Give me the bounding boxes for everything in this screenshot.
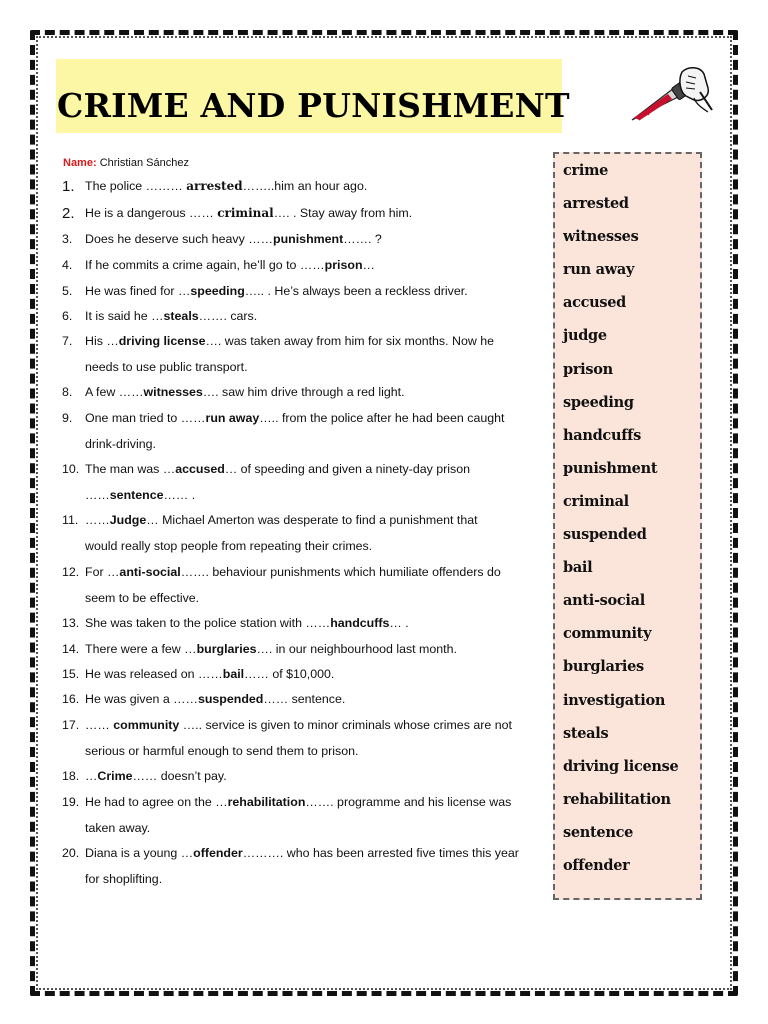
question-item [62,457,546,508]
answer-word: community [113,718,180,732]
question-text-line [85,304,546,330]
question-text-line [85,201,546,227]
question-text-line [85,816,546,842]
question-text: …… sentence. [263,692,346,706]
question-text: serious or harmful enough to send them to prison. [85,743,359,758]
question-text-line [85,279,546,305]
question-text: taken away. [85,820,151,835]
answer-word: witnesses [143,385,203,399]
question-number: 17. [62,718,80,732]
question-item [62,790,546,841]
question-text-line [85,432,546,458]
answer-word: sentence [109,487,164,502]
name-value: Christian Sánchez [99,157,189,169]
question-text: One man tried to …… [85,411,206,425]
answer-word: Judge [109,513,147,527]
question-text: If he commits a crime again, he’ll go to …… [85,258,325,272]
question-text: For … [85,565,120,579]
question-text-line [85,380,546,406]
question-text: ……. ? [343,232,382,246]
question-number: 16. [62,692,80,706]
word-bank-item: crime [563,162,609,179]
question-text: …… doesn’t pay. [132,769,227,783]
question-text: …… . [163,487,196,502]
question-text: … . [389,616,409,630]
word-bank-item: suspended [563,526,647,544]
question-text: He was given a …… [85,692,198,706]
question-text: … [85,769,98,783]
word-bank-item: judge [563,327,607,345]
question-text: needs to use public transport. [85,359,248,374]
word-bank-item: prison [563,360,613,378]
word-bank-item: punishment [563,459,658,477]
question-text: for shoplifting. [85,871,163,886]
question-text: He was fined for … [85,284,191,298]
answer-word: speeding [190,284,245,298]
question-text: …. in our neighbourhood last month. [256,642,457,656]
question-item [62,304,546,330]
question-number: 9. [62,411,73,425]
question-text: ….. . He’s always been a reckless driver. [244,284,468,298]
question-text-line [85,662,546,688]
question-item [62,560,546,611]
question-item [62,201,546,227]
question-number: 7. [62,334,73,348]
question-text-line [85,611,546,637]
answer-word: handcuffs [330,616,390,630]
question-number: 4. [62,258,73,272]
question-number: 13. [62,616,80,630]
answer-word: Crime [97,769,133,783]
question-text: …… [85,513,110,527]
question-text: The police ……… [85,179,187,193]
answer-word: anti-social [119,565,181,579]
word-bank-item: witnesses [563,228,639,246]
question-text-line [85,355,546,381]
question-text: Does he deserve such heavy …… [85,232,274,246]
bloody-knife-icon [628,62,714,124]
answer-word: run away [205,411,260,425]
word-bank-item: anti-social [563,592,645,610]
answer-word: accused [175,462,225,476]
question-text-line [85,790,546,816]
question-text: ……. programme and his license was [305,795,512,809]
word-bank-item: rehabilitation [563,790,671,808]
word-bank-item: driving license [563,757,679,775]
question-text-line [85,637,546,663]
word-bank-item: burglaries [563,658,644,676]
question-item [62,662,546,688]
answer-word: steals [163,309,199,323]
question-number: 8. [62,385,73,399]
page-title: CRIME AND PUNISHMENT [57,86,570,125]
answer-word: prison [324,258,363,272]
answer-word: suspended [197,692,264,706]
question-text: Diana is a young … [85,846,194,860]
question-text: There were a few … [85,642,197,656]
question-text: It is said he … [85,309,164,323]
question-item [62,687,546,713]
question-text: …. was taken away from him for six months. Now he [205,334,495,348]
question-text-line [85,457,546,483]
question-text-line [85,534,546,560]
answer-word: arrested [186,179,243,193]
question-text: …. . Stay away from him. [273,206,413,220]
word-bank-item: steals [563,724,609,742]
answer-word: criminal [217,206,274,220]
student-name [63,157,189,169]
question-text: ……..him an hour ago. [242,179,368,193]
question-text-line [85,253,546,279]
question-text: … [362,258,375,272]
question-text: A few …… [85,385,144,399]
question-text: His … [85,334,119,348]
question-text-line [85,739,546,765]
question-text: …… [85,487,110,502]
question-number: 18. [62,769,80,783]
question-item [62,279,546,305]
question-text-line [85,174,546,200]
answer-word: punishment [273,232,344,246]
question-text: drink-driving. [85,436,156,451]
question-text: The man was … [85,462,176,476]
question-text: … Michael Amerton was desperate to find a punishment that [146,513,478,527]
question-text: ……. cars. [198,309,258,323]
answer-word: bail [222,667,245,681]
question-text-line [85,508,546,534]
question-text-line [85,586,546,612]
question-text: seem to be effective. [85,590,200,605]
question-text-line [85,483,546,509]
question-number: 14. [62,642,80,656]
question-text-line [85,687,546,713]
word-bank-item: handcuffs [563,426,641,444]
question-number: 19. [62,795,80,809]
question-item [62,406,546,457]
question-text: would really stop people from repeating their crimes. [85,538,373,553]
answer-word: driving license [118,334,206,348]
question-number: 2. [62,205,75,222]
question-item [62,329,546,380]
question-text: …. saw him drive through a red light. [202,385,405,399]
question-text: … of speeding and given a ninety-day prison [224,462,471,476]
word-bank-item: bail [563,559,593,577]
question-number: 11. [62,513,79,527]
name-label: Name: [63,157,97,169]
word-bank [553,152,702,900]
question-text-line [85,867,546,893]
question-number: 6. [62,309,73,323]
question-item [62,764,546,790]
word-bank-item: offender [563,856,630,874]
word-bank-item: community [563,625,652,643]
word-bank-item: investigation [563,691,666,709]
question-text-line [85,841,546,867]
question-text-line [85,764,546,790]
question-text-line [85,329,546,355]
question-item [62,380,546,406]
question-item [62,174,546,200]
question-item [62,227,546,253]
question-number: 3. [62,232,73,246]
question-number: 1. [62,178,75,195]
question-number: 5. [62,284,73,298]
question-number: 15. [62,667,80,681]
question-item [62,713,546,764]
question-text: He had to agree on the … [85,795,228,809]
word-bank-list [563,157,678,885]
question-number: 10. [62,462,80,476]
question-text: ……. behaviour punishments which humiliate offenders do [180,565,501,579]
question-text: She was taken to the police station with …… [85,616,331,630]
answer-word: rehabilitation [227,795,306,809]
question-text-line [85,227,546,253]
question-number: 12. [62,565,80,579]
word-bank-item: sentence [563,823,634,841]
question-text: ….. from the police after he had been caught [259,411,505,425]
question-item [62,611,546,637]
word-bank-item: criminal [563,492,629,510]
question-text-line [85,560,546,586]
word-bank-item: accused [563,294,627,312]
question-text: He was released on …… [85,667,223,681]
answer-word: burglaries [196,642,257,656]
question-text-line [85,713,546,739]
question-item [62,253,546,279]
question-text-line [85,406,546,432]
question-text: ………. who has been arrested five times this year [242,846,519,860]
question-item [62,508,546,559]
question-item [62,637,546,663]
answer-word: offender [193,846,243,860]
question-item [62,841,546,892]
word-bank-item: run away [563,261,635,279]
question-text: …… of $10,000. [244,667,335,681]
question-text: …… [85,718,114,732]
word-bank-item: arrested [563,195,629,213]
question-text: ….. service is given to minor criminals whose crimes are not [179,718,512,732]
question-number: 20. [62,846,80,860]
question-text: He is a dangerous …… [85,206,218,220]
word-bank-item: speeding [563,393,634,411]
